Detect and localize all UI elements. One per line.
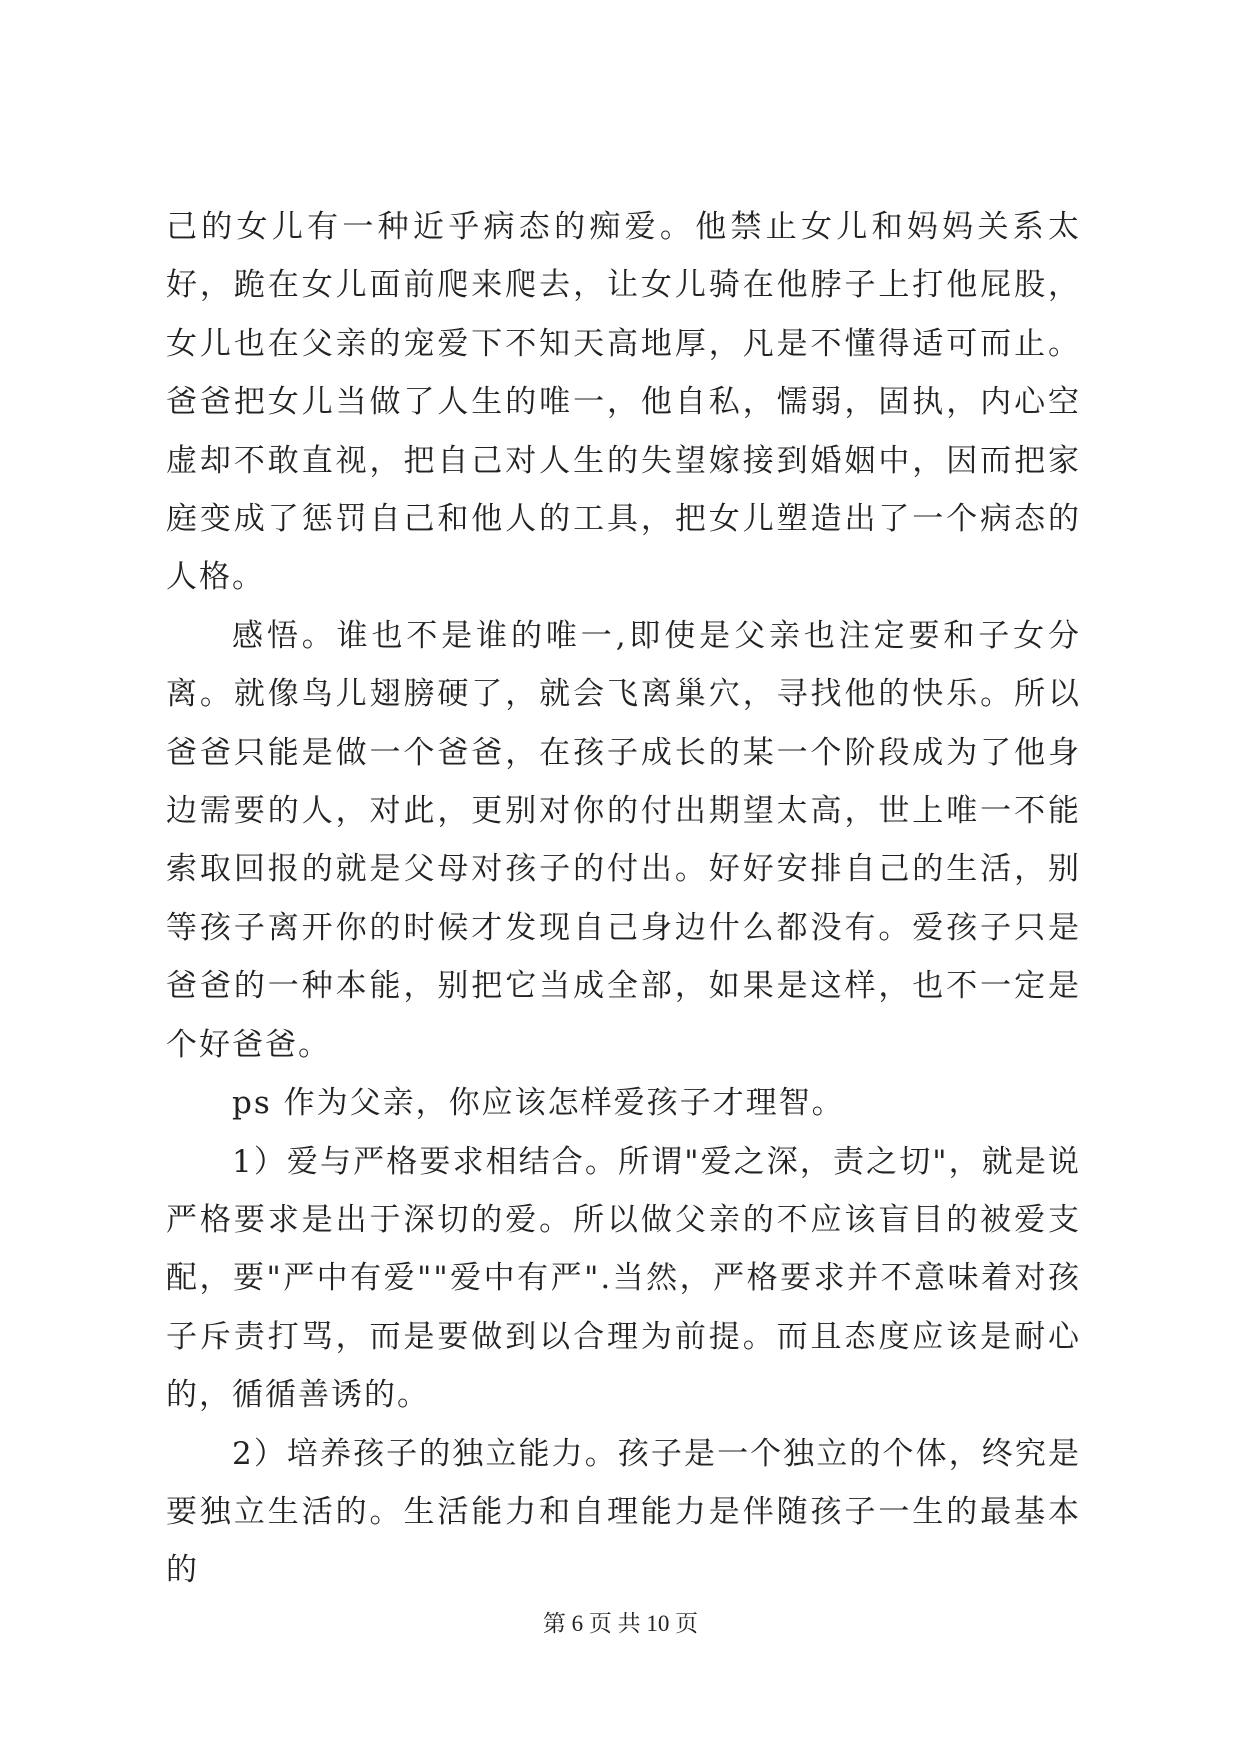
paragraph-insight: 感悟。谁也不是谁的唯一,即使是父亲也注定要和子女分离。就像鸟儿翅膀硬了，就会飞离巢穴，寻找他的快乐。所以爸爸只能是做一个爸爸，在孩子成长的某一个阶段成为了他身边需要的人，对此，更别对你的付出期望太高，世上唯一不能索取回报的就是父母对孩子的付出。好好安排自己的生活，别等孩子离开你的时候才发现自己身边什么都没有。爱孩子只是爸爸的一种本能，别把它当成全部，如果是这样，也不一定是个好爸爸。: [166, 617, 1081, 1063]
page-footer: [0, 1609, 1241, 1639]
paragraph-ps-heading: ps 作为父亲，你应该怎样爱孩子才理智。: [232, 1085, 845, 1122]
paragraph-continued: 己的女儿有一种近乎病态的痴爱。他禁止女儿和妈妈关系太好，跪在女儿面前爬来爬去，让女儿骑在他脖子上打他屁股，女儿也在父亲的宠爱下不知天高地厚，凡是不懂得适可而止。爸爸把女儿当做了人生的唯一，他自私，懦弱，固执，内心空虚却不敢直视，把自己对人生的失望嫁接到婚姻中，因而把家庭变成了惩罚自己和他人的工具，把女儿塑造出了一个病态的人格。: [166, 209, 1081, 596]
paragraph-point-1: 1）爱与严格要求相结合。所谓"爱之深，责之切"，就是说严格要求是出于深切的爱。所以做父亲的不应该盲目的被爱支配，要"严中有爱""爱中有严".当然，严格要求并不意味着对孩子斥责打骂，而是要做到以合理为前提。而且态度应该是耐心的，循循善诱的。: [166, 1143, 1081, 1414]
paragraph-point-2: 2）培养孩子的独立能力。孩子是一个独立的个体，终究是要独立生活的。生活能力和自理能力是伴随孩子一生的最基本的: [166, 1435, 1081, 1589]
document-body: [166, 198, 1081, 1600]
page-number: 第 6 页 共 10 页: [542, 1611, 699, 1636]
